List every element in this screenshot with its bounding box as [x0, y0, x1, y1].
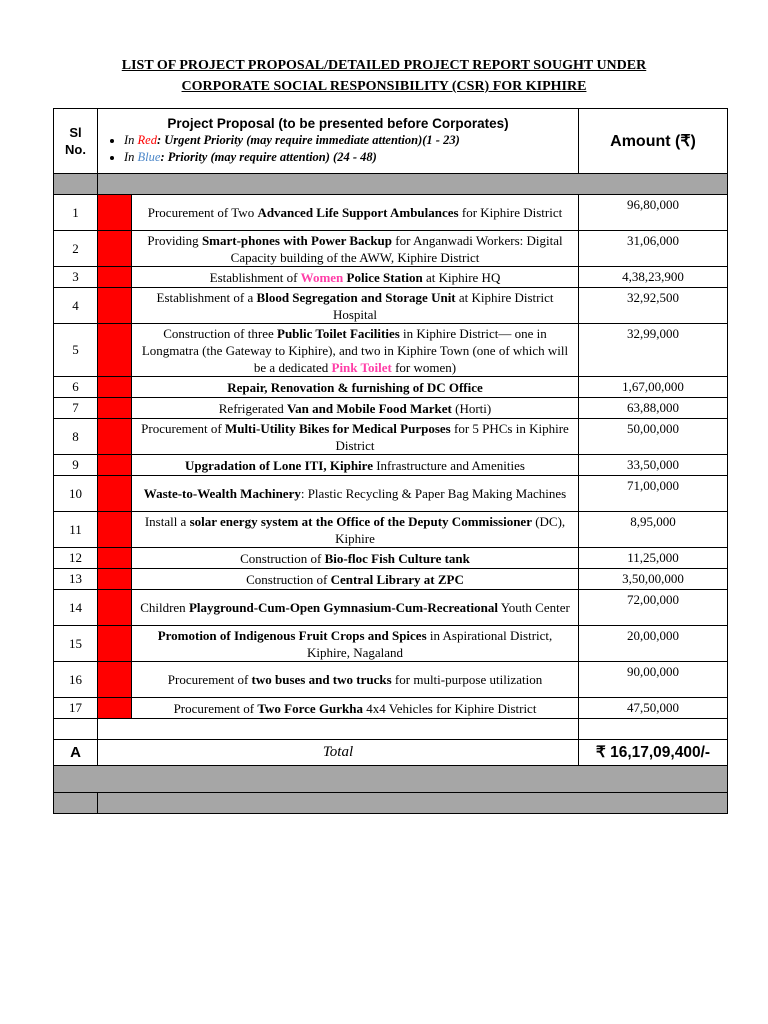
band-cell [54, 766, 728, 793]
table-row [54, 195, 728, 231]
bold-text: Police Station [343, 269, 423, 285]
urgent-priority-marker [98, 698, 132, 719]
row-amount: 96,80,000 [579, 195, 728, 231]
plain-text: (Horti) [451, 400, 492, 416]
row-amount: 33,50,000 [579, 455, 728, 476]
row-amount: 1,67,00,000 [579, 377, 728, 398]
proposal-header [98, 109, 579, 174]
urgent-priority-marker [98, 324, 132, 377]
plain-text: Procurement of [173, 700, 258, 716]
urgent-priority-marker [98, 512, 132, 548]
row-amount: 32,92,500 [579, 288, 728, 324]
urgent-priority-marker [98, 267, 132, 288]
highlighted-text: Pink Toilet [331, 359, 392, 375]
urgent-priority-marker [98, 590, 132, 626]
band-row [54, 766, 728, 793]
row-sl-no: 15 [54, 626, 98, 662]
table-row [54, 398, 728, 419]
blank-row [54, 719, 728, 740]
bold-text: Playground-Cum-Open Gymnasium-Cum-Recreational [188, 600, 498, 615]
legend-urgent [124, 132, 570, 149]
legend-priority-color: Blue [137, 150, 161, 164]
plain-text: for Anganwadi Workers: Digital Capacity building of the AWW, Kiphire District [230, 232, 563, 265]
urgent-priority-marker [98, 569, 132, 590]
bold-text: Waste-to-Wealth Machinery [143, 486, 301, 501]
row-amount: 71,00,000 [579, 476, 728, 512]
plain-text: at Kiphire District Hospital [332, 289, 554, 322]
table-row [54, 698, 728, 719]
plain-text: Providing [147, 232, 202, 248]
total-label: Total [98, 740, 579, 766]
table-row [54, 626, 728, 662]
table-row [54, 548, 728, 569]
bold-text: two buses and two trucks [251, 672, 392, 687]
row-sl-no: 7 [54, 398, 98, 419]
bold-text: Van and Mobile Food Market [286, 400, 452, 416]
legend-urgent-prefix: In [124, 133, 138, 147]
row-project-description [132, 569, 579, 590]
proposal-table-body [54, 109, 728, 814]
blank-cell [54, 719, 98, 740]
table-row [54, 590, 728, 626]
sl-header-line-2: No. [65, 142, 86, 157]
row-amount: 50,00,000 [579, 419, 728, 455]
plain-text: for multi-purpose utilization [391, 672, 543, 687]
total-sl: A [54, 740, 98, 766]
legend-priority [124, 149, 570, 166]
bold-text: Central Library at ZPC [330, 571, 464, 587]
row-sl-no: 17 [54, 698, 98, 719]
plain-text: at Kiphire HQ [422, 269, 501, 285]
table-row [54, 324, 728, 377]
legend-urgent-text: : Urgent Priority (may require immediate attention)(1 - 23) [156, 133, 460, 147]
plain-text: Procurement of Two [147, 205, 258, 220]
plain-text: Youth Center [497, 600, 570, 615]
bold-text: Two Force Gurkha [257, 700, 364, 716]
urgent-priority-marker [98, 288, 132, 324]
row-sl-no: 5 [54, 324, 98, 377]
proposal-table [53, 108, 728, 814]
band-cell [54, 793, 98, 814]
bold-text: solar energy system at the Office of the Deputy Commissioner [189, 513, 532, 529]
row-sl-no: 1 [54, 195, 98, 231]
plain-text: Construction of [240, 550, 325, 566]
bold-text: Bio-floc Fish Culture tank [324, 550, 470, 566]
row-sl-no: 9 [54, 455, 98, 476]
bold-text: Blood Segregation and Storage Unit [256, 289, 456, 305]
row-amount: 8,95,000 [579, 512, 728, 548]
table-row [54, 288, 728, 324]
row-project-description [132, 231, 579, 267]
plain-text: Construction of three [163, 325, 277, 341]
sl-no-header [54, 109, 98, 174]
urgent-priority-marker [98, 548, 132, 569]
plain-text: in Aspirational District, Kiphire, Nagaland [306, 627, 553, 660]
total-row [54, 740, 728, 766]
row-sl-no: 4 [54, 288, 98, 324]
table-row [54, 377, 728, 398]
bold-text: Multi-Utility Bikes for Medical Purposes [224, 420, 451, 436]
table-row [54, 455, 728, 476]
urgent-priority-marker [98, 377, 132, 398]
table-row [54, 267, 728, 288]
plain-text: : Plastic Recycling & Paper Bag Making Machines [300, 486, 567, 501]
row-amount: 63,88,000 [579, 398, 728, 419]
row-sl-no: 10 [54, 476, 98, 512]
plain-text: Install a [144, 513, 190, 529]
plain-text: 4x4 Vehicles for Kiphire District [363, 700, 537, 716]
row-project-description [132, 455, 579, 476]
row-project-description [132, 662, 579, 698]
row-project-description [132, 512, 579, 548]
row-project-description [132, 377, 579, 398]
bold-text: Advanced Life Support Ambulances [257, 205, 459, 220]
plain-text: Procurement of [141, 420, 225, 436]
urgent-priority-marker [98, 231, 132, 267]
legend-priority-prefix: In [124, 150, 138, 164]
band-row [54, 174, 728, 195]
row-project-description [132, 288, 579, 324]
row-project-description [132, 267, 579, 288]
urgent-priority-marker [98, 476, 132, 512]
band-row [54, 793, 728, 814]
row-amount: 47,50,000 [579, 698, 728, 719]
document-title-line-1: LIST OF PROJECT PROPOSAL/DETAILED PROJECT REPORT SOUGHT UNDER [121, 58, 647, 73]
bold-text: Promotion of Indigenous Fruit Crops and Spices [157, 627, 427, 643]
plain-text: Construction of [246, 571, 331, 587]
bold-text: Repair, Renovation & furnishing of DC Office [227, 379, 483, 395]
plain-text: for women) [391, 359, 457, 375]
table-row [54, 476, 728, 512]
row-sl-no: 14 [54, 590, 98, 626]
sl-header-line-1: Sl [69, 125, 82, 140]
plain-text: Establishment of [209, 269, 301, 285]
plain-text: Infrastructure and Amenities [372, 457, 525, 473]
row-amount: 72,00,000 [579, 590, 728, 626]
row-sl-no: 3 [54, 267, 98, 288]
band-cell [54, 174, 98, 195]
row-project-description [132, 398, 579, 419]
table-row [54, 662, 728, 698]
table-row [54, 419, 728, 455]
row-sl-no: 2 [54, 231, 98, 267]
row-amount: 31,06,000 [579, 231, 728, 267]
row-amount: 3,50,00,000 [579, 569, 728, 590]
row-sl-no: 11 [54, 512, 98, 548]
row-amount: 90,00,000 [579, 662, 728, 698]
plain-text: in Kiphire District— one in Longmatra (the Gateway to Kiphire), and two in Kiphire Town (one of which will be a dedicated [141, 325, 569, 375]
table-row [54, 569, 728, 590]
blank-cell [579, 719, 728, 740]
row-amount: 11,25,000 [579, 548, 728, 569]
row-sl-no: 8 [54, 419, 98, 455]
urgent-priority-marker [98, 662, 132, 698]
row-project-description [132, 476, 579, 512]
document-title-line-2: CORPORATE SOCIAL RESPONSIBILITY (CSR) FOR KIPHIRE [181, 79, 587, 94]
plain-text: Children [140, 600, 189, 615]
header-row [54, 109, 728, 174]
legend-urgent-color: Red [137, 133, 157, 147]
row-sl-no: 16 [54, 662, 98, 698]
row-sl-no: 12 [54, 548, 98, 569]
row-amount: 20,00,000 [579, 626, 728, 662]
row-project-description [132, 626, 579, 662]
bold-text: Public Toilet Facilities [277, 325, 400, 341]
row-amount: 4,38,23,900 [579, 267, 728, 288]
plain-text: for Kiphire District [458, 205, 563, 220]
proposal-header-title: Project Proposal (to be presented before Corporates) [167, 116, 509, 131]
table-row [54, 231, 728, 267]
band-cell [98, 174, 728, 195]
plain-text: (DC), Kiphire [335, 513, 566, 546]
row-project-description [132, 548, 579, 569]
bold-text: Upgradation of Lone ITI, Kiphire [185, 457, 373, 473]
plain-text: Establishment of a [156, 289, 257, 305]
urgent-priority-marker [98, 195, 132, 231]
row-amount: 32,99,000 [579, 324, 728, 377]
urgent-priority-marker [98, 419, 132, 455]
highlighted-text: Women [300, 269, 344, 285]
row-project-description [132, 419, 579, 455]
amount-header: Amount (₹) [579, 109, 728, 174]
blank-cell [98, 719, 579, 740]
plain-text: Procurement of [167, 672, 252, 687]
row-project-description [132, 195, 579, 231]
urgent-priority-marker [98, 455, 132, 476]
row-sl-no: 6 [54, 377, 98, 398]
row-project-description [132, 324, 579, 377]
table-row [54, 512, 728, 548]
bold-text: Smart-phones with Power Backup [201, 232, 393, 248]
row-project-description [132, 590, 579, 626]
band-cell [98, 793, 728, 814]
urgent-priority-marker [98, 626, 132, 662]
plain-text: for 5 PHCs in Kiphire District [335, 420, 569, 453]
plain-text: Refrigerated [218, 400, 287, 416]
legend-priority-text: : Priority (may require attention) (24 - 48) [160, 150, 377, 164]
row-sl-no: 13 [54, 569, 98, 590]
priority-legend [106, 132, 570, 166]
urgent-priority-marker [98, 398, 132, 419]
row-project-description [132, 698, 579, 719]
total-amount: ₹ 16,17,09,400/- [579, 740, 728, 766]
